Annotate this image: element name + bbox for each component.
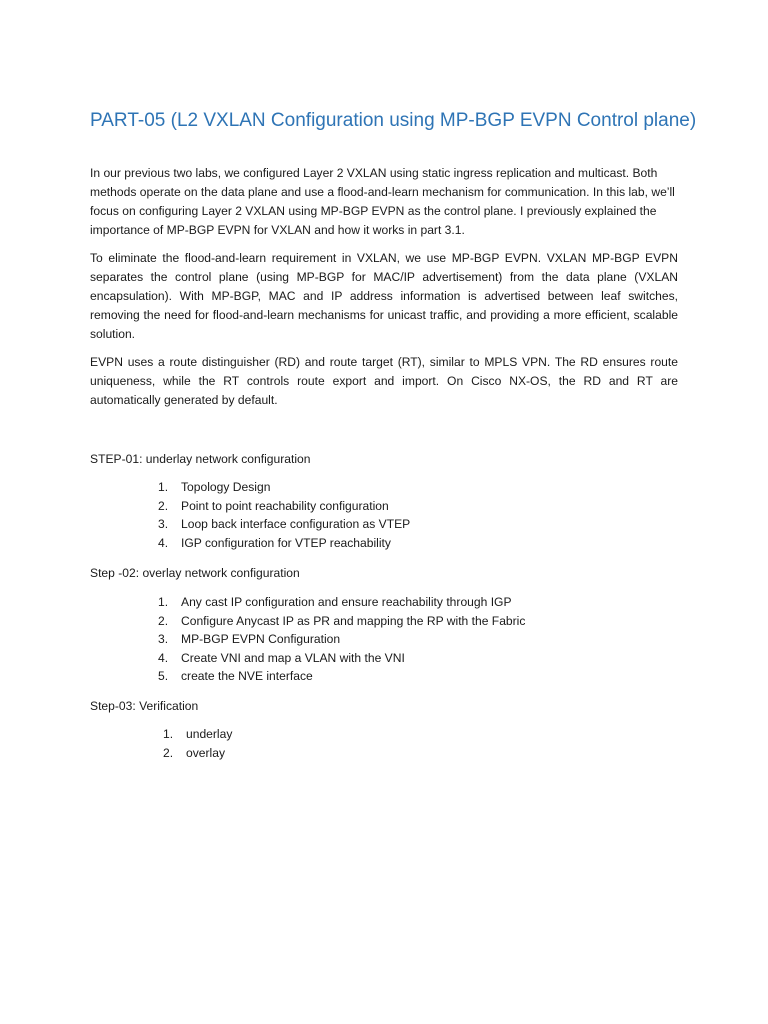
list-item-number: 4.: [158, 650, 169, 665]
list-item-text: create the NVE interface: [181, 669, 313, 684]
step-01-heading: STEP-01: underlay network configuration: [90, 452, 311, 466]
list-item-text: underlay: [186, 727, 233, 741]
list-item-text: MP-BGP EVPN Configuration: [181, 632, 341, 647]
list-item-text: IGP configuration for VTEP reachability: [181, 535, 391, 550]
list-item-number: 1.: [163, 727, 174, 741]
list-item-text: Point to point reachability configuration: [181, 498, 389, 513]
list-item-text: Create VNI and map a VLAN with the VNI: [181, 650, 405, 665]
list-item-number: 1.: [158, 595, 169, 609]
list-item-text: Any cast IP configuration and ensure reachability through IGP: [181, 595, 512, 609]
list-item-number: 4.: [158, 535, 169, 550]
step-02-heading: Step -02: overlay network configuration: [90, 566, 300, 580]
list-item-text: Configure Anycast IP as PR and mapping the RP with the Fabric: [181, 613, 526, 628]
intro-paragraph: In our previous two labs, we configured Layer 2 VXLAN using static ingress replication and multicast. Both methods operate on the data plane and use a flood-and-learn mechanism for communication. In this lab, we’ll focus on configuring Layer 2 VXLAN using MP-BGP EVPN as the control plane. I previously explained the importance of MP-BGP EVPN for VXLAN and how it works in part 3.1.: [90, 166, 675, 237]
list-item-text: Topology Design: [181, 480, 271, 494]
list-item-number: 2.: [158, 613, 169, 628]
list-item-number: 2.: [163, 745, 174, 760]
page-title: PART-05 (L2 VXLAN Configuration using MP-BGP EVPN Control plane): [90, 110, 697, 131]
list-item-number: 3.: [158, 632, 169, 647]
evpn-rd-rt-paragraph: EVPN uses a route distinguisher (RD) and route target (RT), similar to MPLS VPN. The RD ensures route uniqueness, while the RT controls route export and import. On Cisco NX-OS, the RD and RT are automatically generated by default.: [90, 355, 678, 407]
list-item-number: 2.: [158, 498, 169, 513]
list-item-number: 3.: [158, 517, 169, 532]
list-item-number: 5.: [158, 669, 169, 684]
list-item-number: 1.: [158, 480, 169, 494]
list-item-text: overlay: [186, 745, 225, 760]
step-03-heading: Step-03: Verification: [90, 699, 199, 713]
flood-and-learn-paragraph: To eliminate the flood-and-learn requirement in VXLAN, we use MP-BGP EVPN. VXLAN MP-BGP EVPN separates the control plane (using MP-BGP for MAC/IP advertisement) from the data plane (VXLAN encapsulation). With MP-BGP, MAC and IP address information is advertised between leaf switches, removing the need for flood-and-learn mechanisms for unicast traffic, and providing a more efficient, scalable solution.: [90, 251, 678, 341]
list-item-text: Loop back interface configuration as VTEP: [181, 517, 411, 532]
